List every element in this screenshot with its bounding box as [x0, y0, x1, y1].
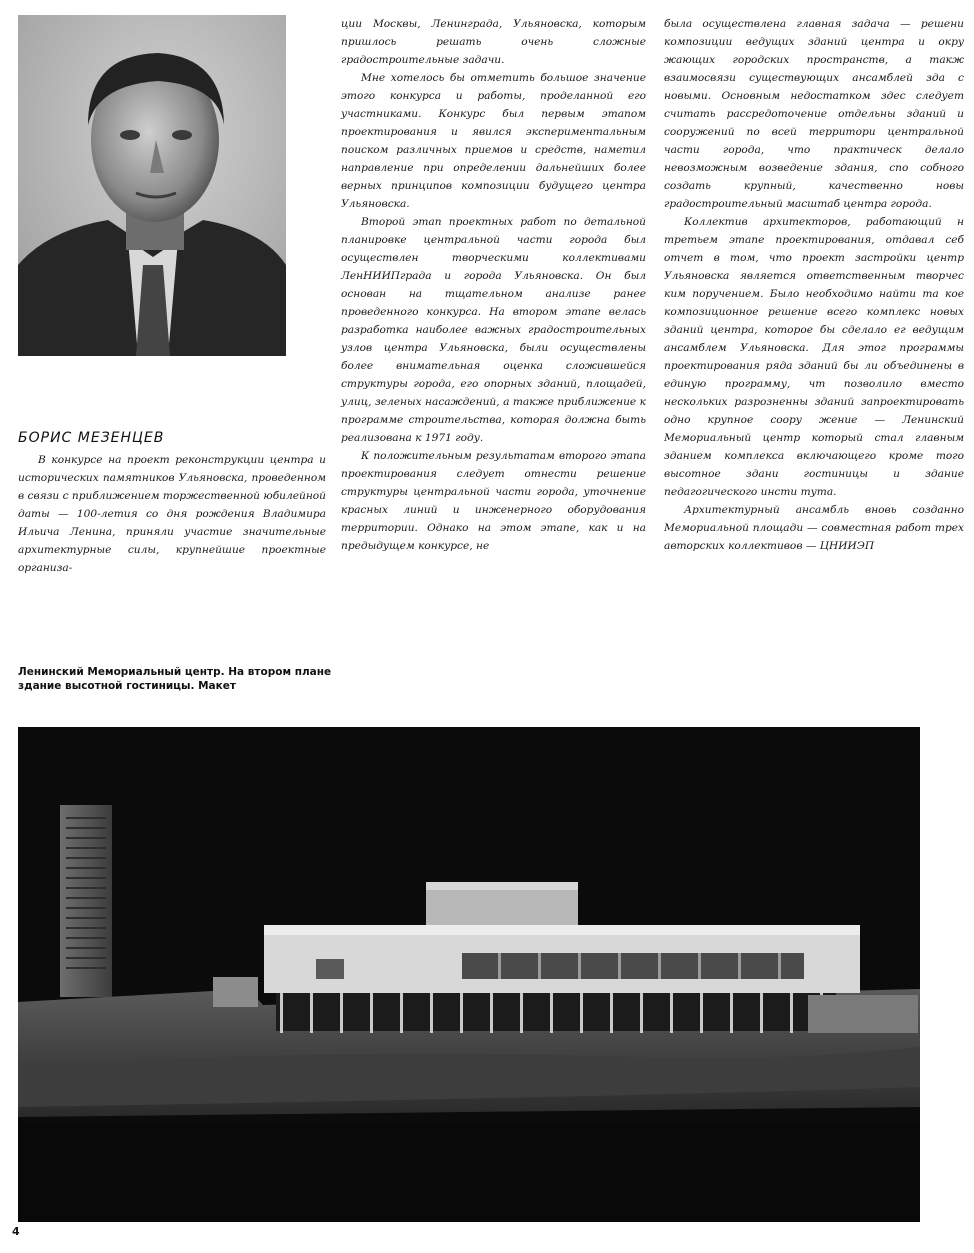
paragraph: ции Москвы, Ленинграда, Ульяновска, которым пришлось решать очень сложные градостроительные задачи. — [341, 18, 646, 66]
author-name: БОРИС МЕЗЕНЦЕВ — [18, 430, 165, 446]
text-column-2 — [341, 15, 646, 555]
paragraph: Второй этап проектных работ по детальной планировке центральной части города был осуществлен творческими коллективами ЛенНИИПграда и города Ульяновска. Он был основан на тщательном анализе ранее проведенного конкурса. На втором этапе велась разработка наиболее важных градостроительных узлов центра Ульяновска, были осуществлены более внимательная оценка сложившейся структуры города, его опорных зданий, площадей, улиц, зеленых насаждений, а также приближение к программе строительства, которая должна быть реализована к 1971 году. — [341, 216, 646, 444]
paragraph: Коллектив архитекторов, работающий н третьем этапе проектирования, отдавал себ отчет в том, что проект застройки центр Ульяновска является ответственным творчес ким поручением. Было необходимо найти та кое композиционное решение всего комплекс новых зданий центра, которое бы сделало ег ведущим ансамблем Ульяновска. Для этог программы проектирования ряда зданий бы ли объединены в единую программу, чт позволило вместо нескольких разрозненны зданий запроектировать одно крупное соору жение — Ленинский Мемориальный центр который стал главным зданием комплекса включающего кроме того высотное здани гостиницы и здание педагогического инсти тута. — [664, 216, 964, 498]
model-photo — [18, 727, 920, 1222]
author-portrait — [18, 15, 286, 356]
paragraph: была осуществлена главная задача — решени композиции ведущих зданий центра и окру жающих городских пространств, а такж взаимосвязи существующих ансамблей зда с новыми. Основным недостатком здес следует считать рассредоточение отдельны зданий и сооружений по всей территори центральной части города, что практическ делало невозможным возведение здания, спо собного создать крупный, качественно новы градостроительный масштаб центра города. — [664, 18, 964, 210]
page-number: 4 — [12, 1225, 20, 1238]
photo-caption: Ленинский Мемориальный центр. На втором плане здание высотной гостиницы. Макет — [18, 666, 332, 692]
paragraph: Мне хотелось бы отметить большое значение этого конкурса и работы, проделанной его участниками. Конкурс был первым этапом проектирования и явился экспериментальным поиском различных приемов и средств, наметил направление при определении дальнейших более верных принципов композиции будущего центра Ульяновска. — [341, 72, 646, 210]
paragraph: Архитектурный ансамбль вновь созданно Мемориальной площади — совместная работ трех авторских коллективов — ЦНИИЭП — [664, 504, 964, 552]
paragraph: К положительным результатам второго этапа проектирования следует отнести решение структуры центральной части города, уточнение красных линий и инженерного оборудования территории. Однако на этом этапе, как и на предыдущем конкурсе, не — [341, 450, 646, 552]
text-column-3 — [664, 15, 964, 555]
paragraph: В конкурсе на проект реконструкции центра и исторических памятников Ульяновска, проведенном в связи с приближением торжественной юбилейной даты — 100-летия со дня рождения Владимира Ильича Ленина, приняли участие значительные архитектурные силы, крупнейшие проектные организа- — [18, 454, 326, 574]
text-column-1 — [18, 451, 326, 577]
